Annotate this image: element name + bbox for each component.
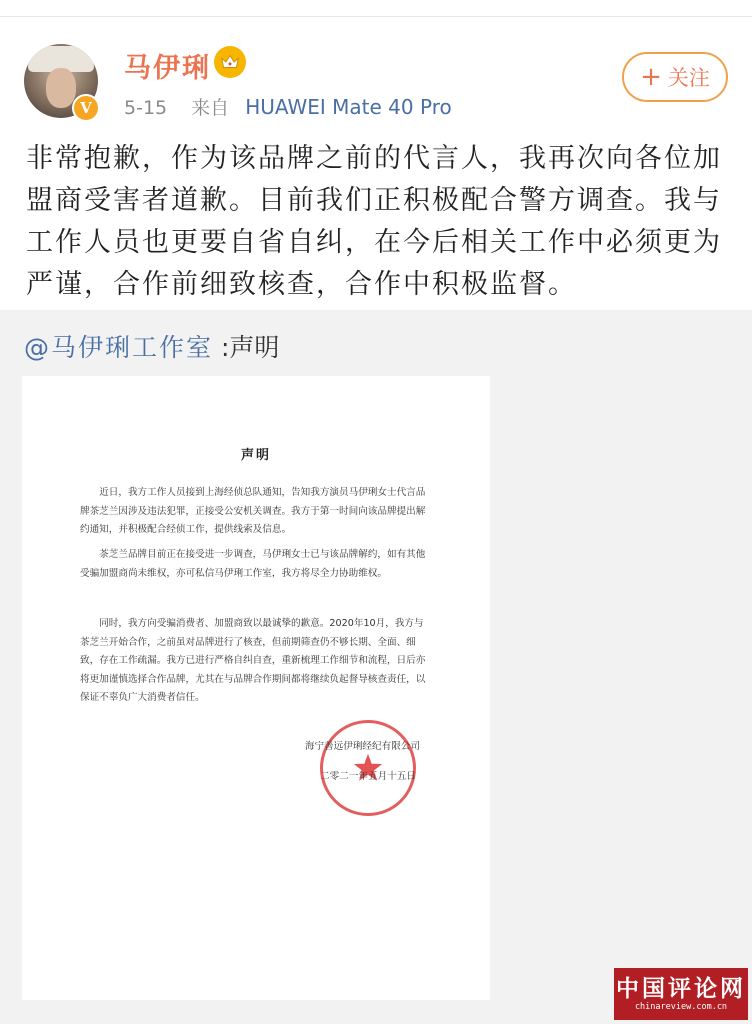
post-source-label: 来自	[191, 97, 230, 119]
repost-mention-link[interactable]: @马伊琍工作室	[24, 333, 214, 362]
watermark-title: 中国评论网	[616, 976, 746, 1002]
follow-button[interactable]	[622, 52, 728, 102]
plus-icon: +	[640, 62, 662, 92]
statement-paragraph: 同时，我方向受骗消费者、加盟商致以最诚挚的歉意。2020年10月，我方与茶芝兰开始合作，之前虽对品牌进行了核查，但前期筛查仍不够长期、全面、细致，存在工作疏漏。我方已进行严格自纠自查，重新梳理工作细节和流程，日后亦将更加谨慎选择合作品牌，尤其在与品牌合作期间都将继续负起督导核查责任，以保证不辜负广大消费者信任。	[80, 618, 426, 703]
follow-label: 关注	[667, 66, 710, 90]
top-divider	[0, 16, 752, 17]
verified-badge-icon: V	[72, 94, 100, 122]
repost-title: :声明	[220, 333, 280, 362]
post-text: 非常抱歉，作为该品牌之前的代言人，我再次向各位加盟商受害者道歉。目前我们正积极配合警方调查。我与工作人员也更要自省自纠，在今后相关工作中必须更为严谨，合作前细致核查，合作中积极监督。	[26, 143, 722, 300]
statement-date: 二零二一年五月十五日	[320, 771, 416, 782]
site-watermark-logo	[614, 968, 748, 1020]
repost-card[interactable]	[0, 310, 752, 1024]
post-device-link[interactable]: HUAWEI Mate 40 Pro	[245, 95, 452, 119]
crown-glyph	[219, 51, 241, 73]
crown-icon[interactable]	[214, 46, 246, 78]
post-date: 5-15	[124, 97, 168, 119]
statement-title: 声明	[240, 448, 271, 463]
statement-company: 海宁善远伊琍经纪有限公司	[304, 741, 420, 752]
watermark-url: chinareview.com.cn	[634, 1002, 728, 1012]
statement-image[interactable]	[22, 376, 490, 1000]
post-meta	[124, 93, 452, 120]
statement-paragraph: 茶芝兰品牌目前正在接受进一步调查，马伊琍女士已与该品牌解约，如有其他受骗加盟商尚未维权，亦可私信马伊琍工作室，我方将尽全力协助维权。	[80, 549, 426, 579]
username[interactable]: 马伊琍	[124, 53, 211, 84]
avatar-face-shape	[46, 68, 76, 108]
statement-paragraph: 近日，我方工作人员接到上海经侦总队通知，告知我方演员马伊琍女士代言品牌茶芝兰因涉及违法犯罪，正接受公安机关调查。我方于第一时间向该品牌提出解约通知，并积极配合经侦工作，提供线索及信息。	[80, 487, 426, 535]
repost-header	[24, 328, 279, 364]
